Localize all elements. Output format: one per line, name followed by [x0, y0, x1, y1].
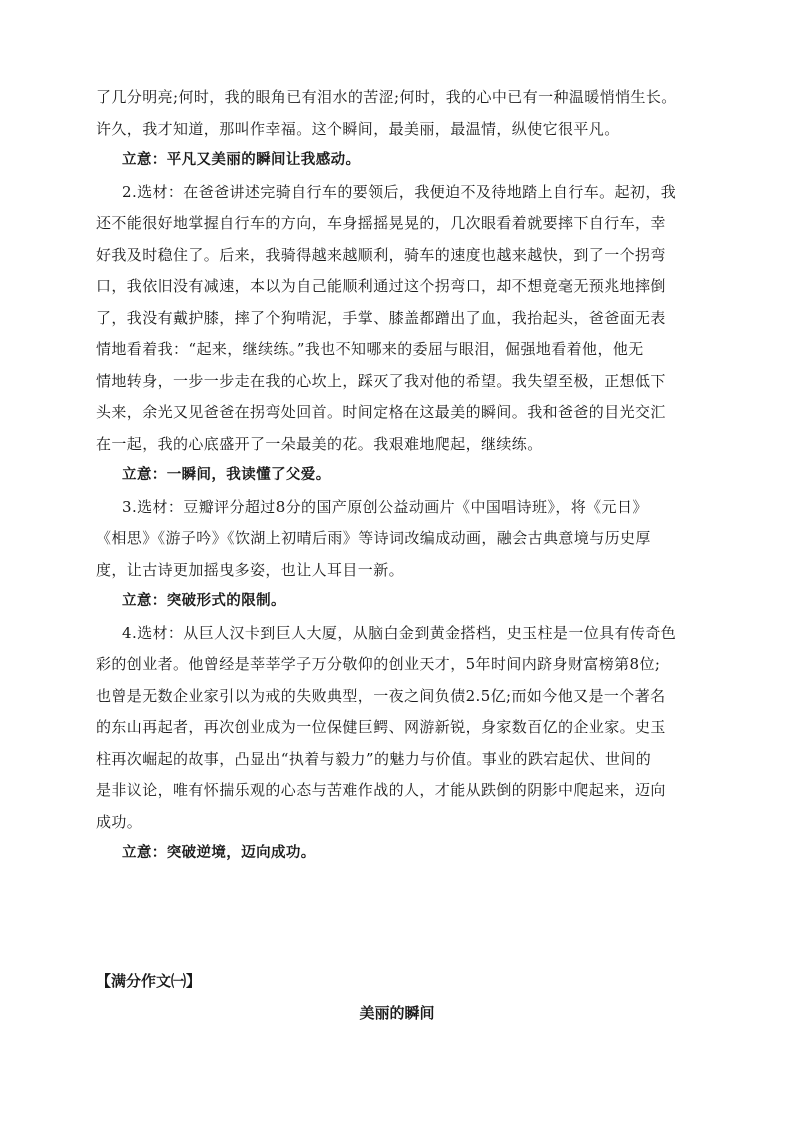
essay-title: 美丽的瞬间: [359, 1004, 435, 1022]
text-line: 情地看着我：“起来，继续练。”我也不知哪来的委屈与眼泪，倔强地看着他，他无: [96, 340, 644, 358]
text-line: 柱再次崛起的故事，凸显出“执着与毅力”的魅力与价值。事业的跌宕起伏、世间的: [96, 749, 652, 768]
text-line: 好我及时稳住了。后来，我骑得越来越顺利，骑车的速度也越来越快，到了一个拐弯: [96, 245, 666, 264]
text-line: 的东山再起者，再次创业成为一位保健巨鳄、网游新锐，身家数百亿的企业家。史玉: [96, 718, 666, 736]
text-line: 4.选材：从巨人汉卡到巨人大厦，从脑白金到黄金搭档，史玉柱是一位具有传奇色: [122, 623, 677, 642]
text-line: 了几分明亮;何时，我的眼角已有泪水的苦涩;何时，我的心中已有一种温暖悄悄生长。: [96, 88, 677, 106]
text-line: 口，我依旧没有减速，本以为自己能顺利通过这个拐弯口，却不想竟毫无预兆地摔倒: [96, 277, 666, 295]
idea-line: 立意：平凡又美丽的瞬间让我感动。: [122, 152, 361, 168]
text-line: 还不能很好地掌握自行车的方向，车身摇摇晃晃的，几次眼看着就要摔下自行车，幸: [96, 214, 666, 232]
text-line: 成功。: [96, 812, 143, 831]
text-line: 也曾是无数企业家引以为戒的失败典型，一夜之间负债2.5亿;而如今他又是一个著名: [96, 686, 666, 705]
text-line: 许久，我才知道，那叫作幸福。这个瞬间，最美丽，最温情，纵使它很平凡。: [96, 119, 620, 138]
text-line: 2.选材：在爸爸讲述完骑自行车的要领后，我便迫不及待地踏上自行车。起初，我: [122, 182, 677, 201]
section-label: 【满分作文㈠】: [96, 972, 202, 990]
idea-line: 立意：一瞬间，我读懂了父爱。: [122, 467, 331, 483]
idea-line: 立意：突破形式的限制。: [122, 593, 286, 609]
text-line: 是非议论，唯有怀揣乐观的心态与苦难作战的人，才能从跌倒的阴影中爬起来，迈向: [96, 781, 666, 799]
text-line: 度，让古诗更加摇曳多姿，也让人耳目一新。: [96, 560, 405, 579]
text-line: 《相思》《游子吟》《饮湖上初晴后雨》等诗词改编成动画，融会古典意境与历史厚: [96, 529, 651, 547]
text-line: 情地转身，一步一步走在我的心坎上，踩灭了我对他的希望。我失望至极，正想低下: [96, 371, 666, 390]
text-line: 彩的创业者。他曾经是莘莘学子万分敬仰的创业天才，5年时间内跻身财富榜第8位;: [96, 655, 661, 673]
text-line: 3.选材：豆瓣评分超过8分的国产原创公益动画片《中国唱诗班》，将《元日》: [122, 497, 648, 516]
text-line: 头来，余光又见爸爸在拐弯处回首。时间定格在这最美的瞬间。我和爸爸的目光交汇: [96, 403, 666, 421]
idea-line: 立意：突破逆境，迈向成功。: [122, 845, 316, 861]
text-line: 了，我没有戴护膝，摔了个狗啃泥，手掌、膝盖都蹭出了血，我抬起头，爸爸面无表: [96, 308, 666, 327]
text-line: 在一起，我的心底盛开了一朵最美的花。我艰难地爬起，继续练。: [96, 434, 543, 453]
body-text: [96, 82, 706, 870]
